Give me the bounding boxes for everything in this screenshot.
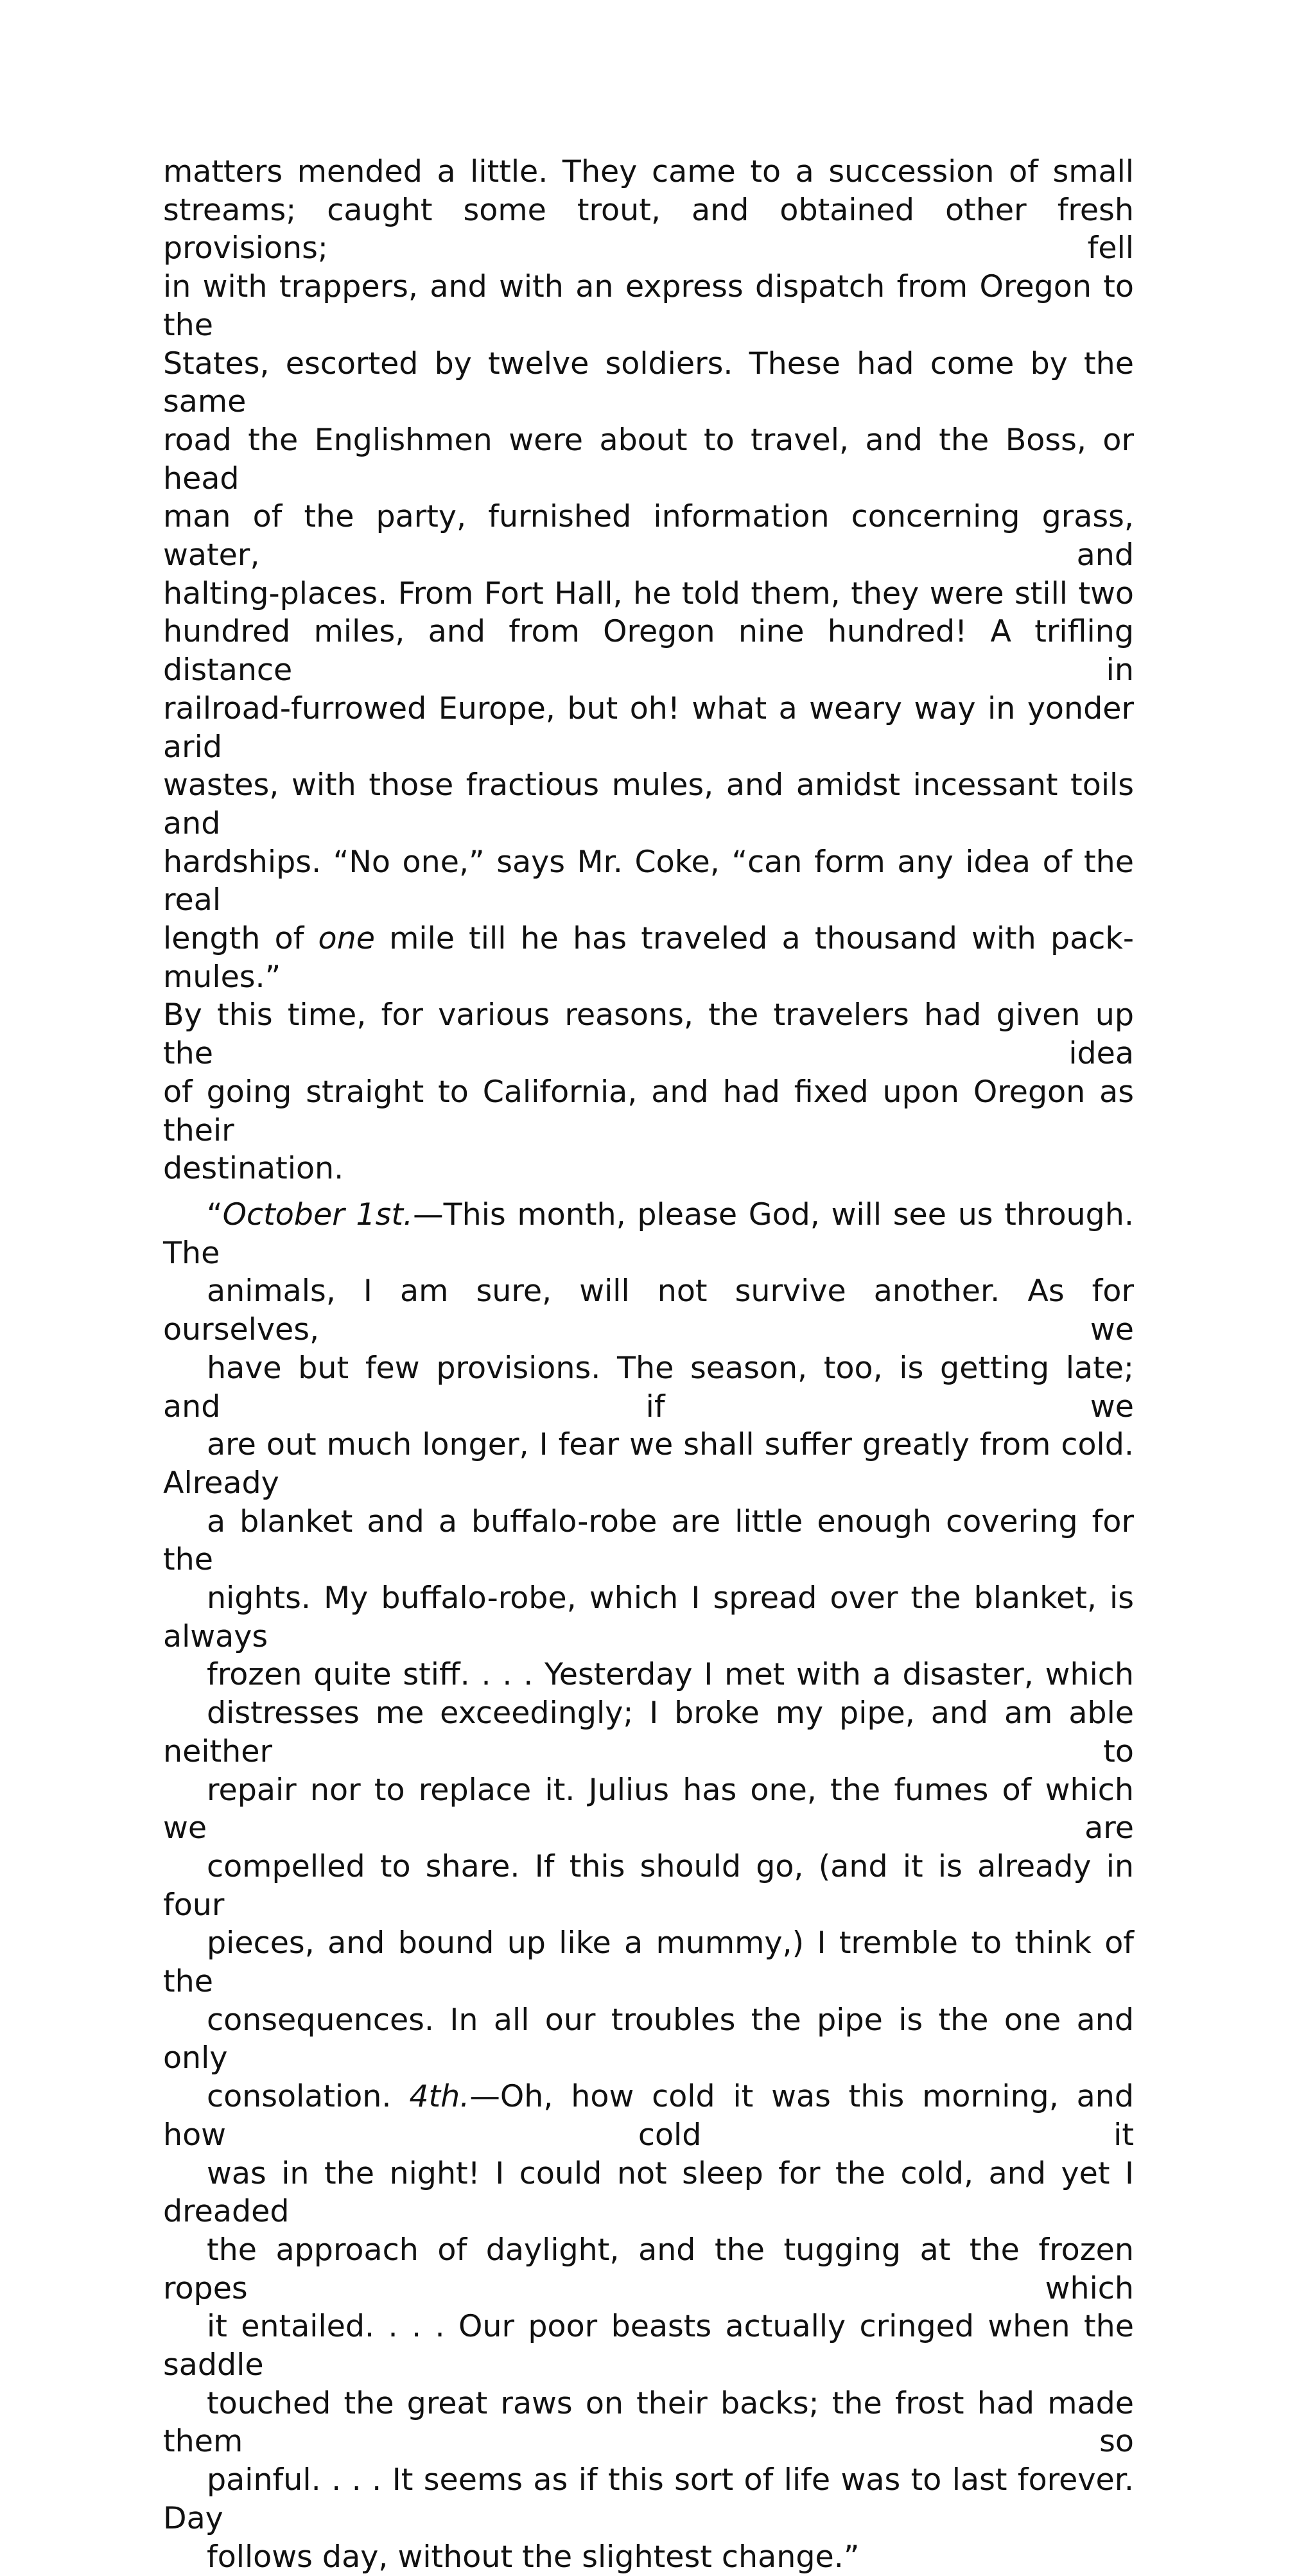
text-run: distresses me exceedingly; I broke my pipe, and am able neither to <box>163 1695 1134 1769</box>
text-run: matters mended a little. They came to a succession of small <box>163 154 1134 189</box>
text-run: length of <box>163 921 318 957</box>
text-line <box>163 1426 1134 1502</box>
text-run: man of the party, furnished information concerning grass, water, and <box>163 499 1134 574</box>
text-run: destination. <box>163 1151 344 1187</box>
text-line <box>163 153 1134 191</box>
text-line <box>163 690 1134 766</box>
text-run: States, escorted by twelve soldiers. These had come by the same <box>163 346 1134 420</box>
text-run: consequences. In all our troubles the pipe is the one and only <box>163 2002 1134 2076</box>
text-line <box>163 766 1134 843</box>
text-line <box>163 2308 1134 2384</box>
text-run: animals, I am sure, will not survive another. As for ourselves, we <box>163 1274 1134 1348</box>
text-run: it entailed. . . . Our poor beasts actually cringed when the saddle <box>163 2309 1134 2383</box>
text-run: frozen quite stiff. . . . Yesterday I met with a disaster, which <box>207 1657 1134 1693</box>
text-line <box>163 1656 1134 1694</box>
text-run: are out much longer, I fear we shall suffer greatly from cold. Already <box>163 1427 1134 1501</box>
text-run: hardships. “No one,” says Mr. Coke, “can form any idea of the real <box>163 844 1134 918</box>
italic-text: 4th. <box>409 2079 470 2115</box>
text-line <box>163 996 1134 1073</box>
text-line <box>163 613 1134 689</box>
text-run: a blanket and a buffalo-robe are little enough covering for the <box>163 1503 1134 1578</box>
text-run: —Oh, how cold it was this morning, and how cold it <box>163 2079 1134 2153</box>
text-line <box>163 1848 1134 1924</box>
page-body <box>163 153 1134 2576</box>
text-run: consolation. <box>207 2079 410 2115</box>
text-line <box>163 2538 1134 2576</box>
italic-text: October 1st. <box>222 1196 414 1232</box>
text-run: compelled to share. If this should go, (and it is already in four <box>163 1848 1134 1923</box>
text-line <box>163 268 1134 344</box>
text-run: the approach of daylight, and the tugging at the frozen ropes which <box>163 2232 1134 2306</box>
text-run: wastes, with those fractious mules, and amidst incessant toils and <box>163 767 1134 841</box>
text-run: halting-places. From Fort Hall, he told them, they were still two <box>163 575 1134 611</box>
text-line <box>163 2155 1134 2231</box>
text-run: touched the great raws on their backs; the frost had made them so <box>163 2385 1134 2460</box>
paragraph-1 <box>163 153 1134 1188</box>
text-run: By this time, for various reasons, the travelers had given up the idea <box>163 997 1134 1072</box>
text-line <box>163 1349 1134 1426</box>
text-run: streams; caught some trout, and obtained other fresh provisions; fell <box>163 192 1134 267</box>
text-line <box>163 843 1134 920</box>
text-line <box>163 575 1134 613</box>
text-line <box>163 920 1134 996</box>
text-run: of going straight to California, and had fixed upon Oregon as their <box>163 1074 1134 1148</box>
text-line <box>163 2231 1134 2308</box>
text-line <box>163 1579 1134 1656</box>
text-line <box>163 1924 1134 2001</box>
text-run: railroad-furrowed Europe, but oh! what a weary way in yonder arid <box>163 690 1134 765</box>
text-line <box>163 498 1134 574</box>
text-line <box>163 345 1134 421</box>
text-line <box>163 1150 1134 1188</box>
text-run: repair nor to replace it. Julius has one, the fumes of which we are <box>163 1772 1134 1846</box>
text-run: painful. . . . It seems as if this sort of life was to last forever. Day <box>163 2462 1134 2536</box>
text-line <box>163 1694 1134 1771</box>
text-run: nights. My buffalo-robe, which I spread over the blanket, is always <box>163 1581 1134 1654</box>
text-run: “ <box>207 1196 223 1232</box>
text-run: follows day, without the slightest change.” <box>207 2539 860 2575</box>
text-run: have but few provisions. The season, too, is getting late; and if we <box>163 1350 1134 1424</box>
text-run: —This month, please God, will see us through. The <box>163 1196 1135 1271</box>
text-line <box>163 2461 1134 2537</box>
text-run: pieces, and bound up like a mummy,) I tremble to think of the <box>163 1925 1134 2000</box>
text-line <box>163 2001 1134 2078</box>
paragraph-2 <box>163 1196 1134 2576</box>
text-line <box>163 1771 1134 1848</box>
text-line <box>163 421 1134 498</box>
text-run: was in the night! I could not sleep for the cold, and yet I dreaded <box>163 2155 1134 2230</box>
text-line <box>163 1503 1134 1579</box>
text-line <box>163 2078 1134 2154</box>
text-line <box>163 2385 1134 2461</box>
text-run: road the Englishmen were about to travel, and the Boss, or head <box>163 422 1134 496</box>
italic-text: one <box>318 921 375 957</box>
text-run: mile till he has traveled a thousand with pack-mules.” <box>163 921 1134 995</box>
text-run: in with trappers, and with an express dispatch from Oregon to the <box>163 269 1134 343</box>
text-run: hundred miles, and from Oregon nine hundred! A trifling distance in <box>163 614 1134 688</box>
text-line <box>163 191 1134 268</box>
text-line <box>163 1196 1134 1272</box>
text-line <box>163 1073 1134 1150</box>
text-line <box>163 1272 1134 1349</box>
